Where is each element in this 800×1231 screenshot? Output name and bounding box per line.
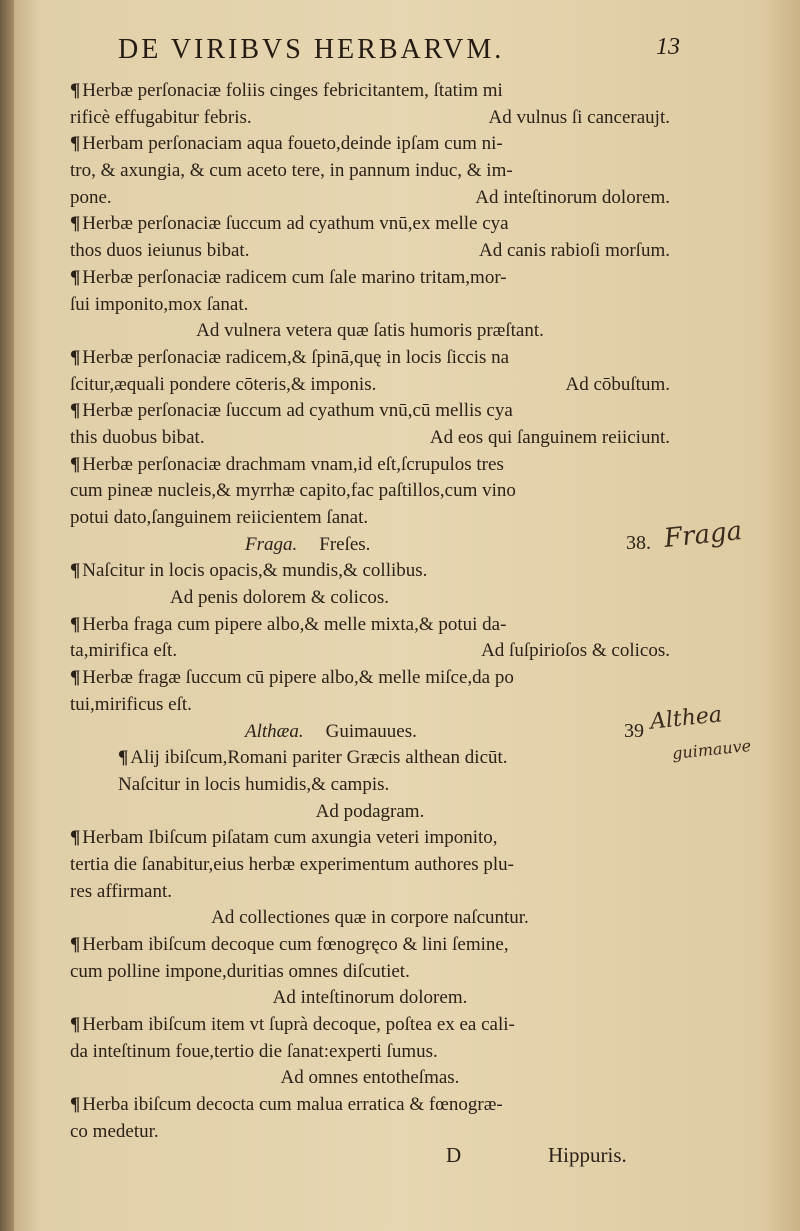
text-line — [70, 292, 670, 319]
line-text: res affirmant. — [70, 880, 172, 902]
line-text: Herbam Ibiſcum piſatam cum axungia veteri imponito, — [82, 827, 498, 849]
text-line — [70, 772, 670, 799]
line-text-left: ſcitur,æquali pondere cōteris,& imponis. — [70, 373, 377, 395]
text-line — [70, 852, 670, 879]
remedy-heading: Ad penis dolorem & colicos. — [170, 587, 389, 609]
paragraph-mark: ¶ — [70, 346, 81, 368]
text-line — [70, 692, 670, 719]
line-text: Naſcitur in locis humidis,& campis. — [118, 773, 390, 795]
text-line — [70, 185, 670, 212]
text-line — [70, 932, 670, 959]
plant-name-vernacular: Freſes. — [319, 533, 371, 555]
text-line — [70, 372, 670, 399]
running-head: DE VIRIBVS HERBARVM. — [118, 34, 505, 65]
line-text: Herbæ perſonaciæ radicem,& ſpinā,quę in locis ſiccis na — [82, 346, 510, 368]
paragraph-mark: ¶ — [70, 560, 81, 582]
line-text-left: pone. — [70, 186, 112, 208]
handwritten-note-althea: Althea — [648, 702, 724, 735]
text-line — [70, 265, 670, 292]
text-line — [70, 238, 670, 265]
text-line — [70, 638, 670, 665]
text-line — [70, 532, 670, 559]
paragraph-mark: ¶ — [70, 827, 81, 849]
text-line — [70, 825, 670, 852]
plant-name-vernacular: Guimauues. — [325, 720, 417, 742]
line-text: Herbæ fragæ ſuccum cū pipere albo,& melle miſce,da po — [82, 667, 514, 689]
paragraph-mark: ¶ — [70, 667, 81, 689]
line-text: Herba fraga cum pipere albo,& melle mixta,& potui da- — [82, 613, 507, 635]
text-line — [70, 505, 670, 532]
line-remedy-title: Ad cōbuſtum. — [565, 373, 670, 395]
line-text: Alij ibiſcum,Romani pariter Græcis althean dicūt. — [130, 747, 508, 769]
text-line — [70, 985, 670, 1012]
paragraph-mark: ¶ — [70, 613, 81, 635]
paragraph-mark: ¶ — [70, 80, 81, 101]
line-text: Herba ibiſcum decocta cum malua erratica & fœnogræ- — [82, 1094, 503, 1116]
text-line — [70, 959, 670, 986]
line-remedy-title: Ad vulnus ſi canceraujt. — [488, 106, 670, 128]
text-line — [70, 131, 670, 158]
text-line — [70, 665, 670, 692]
text-line — [70, 158, 670, 185]
text-line — [70, 1039, 670, 1066]
margin-number-38: 38. — [626, 532, 651, 554]
line-text: da inteſtinum foue,tertio die ſanat:experti ſumus. — [70, 1040, 438, 1062]
paragraph-mark: ¶ — [118, 747, 129, 769]
text-line — [70, 211, 670, 238]
line-text-left: this duobus bibat. — [70, 426, 205, 448]
text-line — [70, 105, 670, 132]
margin-number-39: 39 — [624, 720, 644, 742]
text-line — [70, 558, 670, 585]
line-text: Herbæ perſonaciæ foliis cinges febricitantem, ſtatim mi — [82, 80, 503, 101]
plant-name-latin: Fraga. — [245, 533, 298, 555]
line-text: tui,mirificus eſt. — [70, 693, 192, 715]
line-remedy-title: Ad canis rabioſi morſum. — [478, 240, 670, 262]
text-line — [70, 425, 670, 452]
paragraph-mark: ¶ — [70, 453, 81, 475]
text-line — [70, 879, 670, 906]
text-line — [70, 1092, 670, 1119]
binding-gutter — [0, 0, 14, 1231]
paragraph-mark: ¶ — [70, 1014, 81, 1036]
paragraph-mark: ¶ — [70, 266, 81, 288]
line-text: Herbæ perſonaciæ radicem cum ſale marino tritam,mor- — [82, 266, 507, 288]
line-text: Herbæ perſonaciæ ſuccum ad cyathum vnū,ex melle cya — [82, 213, 509, 235]
line-text-left: ta,mirifica eſt. — [70, 640, 178, 662]
text-line — [70, 585, 670, 612]
line-text-left: thos duos ieiunus bibat. — [70, 240, 250, 262]
line-text: Naſcitur in locis opacis,& mundis,& collibus. — [82, 560, 428, 582]
text-line — [70, 398, 670, 425]
folio-number: 13 — [656, 34, 680, 60]
text-line — [70, 745, 670, 772]
signature-mark: D — [446, 1143, 462, 1167]
remedy-heading: Ad podagram. — [315, 800, 425, 822]
line-text: potui dato,ſanguinem reiicientem ſanat. — [70, 507, 369, 528]
text-line — [70, 1012, 670, 1039]
text-line — [70, 478, 670, 505]
line-text: tertia die ſanabitur,eius herbæ experimentum authores plu- — [70, 853, 515, 875]
remedy-heading: Ad inteſtinorum dolorem. — [272, 987, 468, 1009]
text-line — [70, 452, 670, 479]
text-line — [70, 78, 670, 105]
handwritten-note-guimauve: guimauve — [671, 735, 752, 764]
text-line — [70, 345, 670, 372]
catchword: Hippuris. — [548, 1143, 627, 1167]
remedy-heading: Ad collectiones quæ in corpore naſcuntur. — [211, 907, 529, 929]
line-text: Herbam ibiſcum item vt ſuprà decoque, poſtea ex ea cali- — [82, 1014, 515, 1036]
text-line — [70, 1065, 670, 1092]
line-text: co medetur. — [70, 1120, 159, 1142]
paragraph-mark: ¶ — [70, 400, 81, 422]
text-line — [70, 719, 670, 746]
line-text: ſui imponito,mox ſanat. — [70, 293, 249, 315]
paragraph-mark: ¶ — [70, 934, 81, 955]
main-text-block — [70, 78, 670, 1146]
text-line — [70, 1119, 670, 1146]
line-text: Herbam ibiſcum decoque cum fœnogręco & lini ſemine, — [82, 934, 509, 955]
text-line — [70, 612, 670, 639]
text-line — [70, 905, 670, 932]
line-text: Herbæ perſonaciæ ſuccum ad cyathum vnū,cū mellis cya — [82, 400, 513, 422]
line-text-left: rificè effugabitur febris. — [70, 106, 252, 128]
text-line — [70, 799, 670, 826]
paragraph-mark: ¶ — [70, 133, 81, 155]
line-remedy-title: Ad eos qui ſanguinem reiiciunt. — [429, 426, 670, 448]
remedy-heading: Ad omnes entotheſmas. — [280, 1067, 460, 1089]
line-text: cum pineæ nucleis,& myrrhæ capito,fac paſtillos,cum vino — [70, 480, 516, 502]
line-remedy-title: Ad inteſtinorum dolorem. — [475, 186, 670, 208]
plant-name-latin: Althæa. — [245, 720, 304, 742]
paragraph-mark: ¶ — [70, 1094, 81, 1116]
line-text: Herbam perſonaciam aqua foueto,deinde ipſam cum ni- — [82, 133, 503, 155]
line-remedy-title: Ad ſuſpirioſos & colicos. — [481, 640, 670, 662]
line-text: Herbæ perſonaciæ drachmam vnam,id eſt,ſcrupulos tres — [82, 453, 504, 475]
remedy-heading: Ad vulnera vetera quæ ſatis humoris præſtant. — [196, 320, 544, 342]
line-text: cum polline impone,duritias omnes diſcutiet. — [70, 960, 410, 982]
text-line — [70, 318, 670, 345]
line-text: tro, & axungia, & cum aceto tere, in pannum induc, & im- — [70, 160, 513, 182]
paragraph-mark: ¶ — [70, 213, 81, 235]
handwritten-note-fraga: Fraga — [662, 515, 744, 555]
